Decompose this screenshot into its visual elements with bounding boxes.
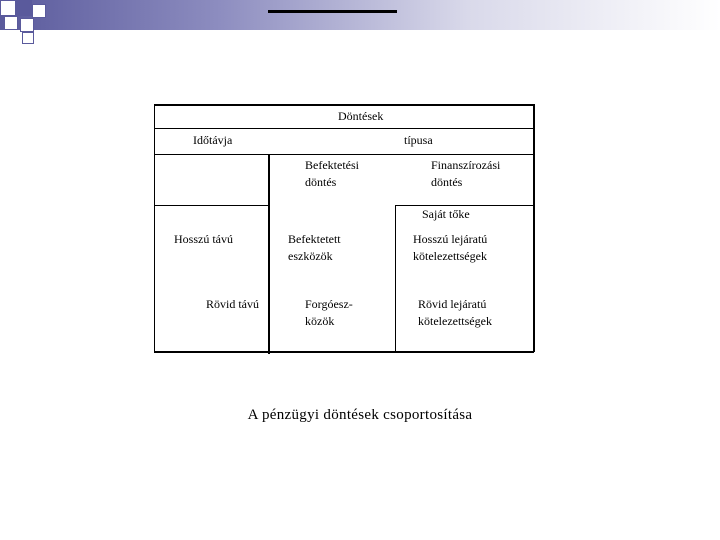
label-fixed-assets: Befektetett eszközök xyxy=(288,232,341,263)
frame-left xyxy=(154,104,155,352)
decorative-square xyxy=(16,0,32,16)
label-short-term: Rövid távú xyxy=(206,297,259,311)
decorative-square xyxy=(32,4,46,18)
frame-right xyxy=(533,104,535,352)
frame-left-col-row-line xyxy=(154,205,270,206)
label-current-assets: Forgóesz- közök xyxy=(305,297,353,328)
diagram-title: Döntések xyxy=(338,109,384,123)
label-financing-decision: Finanszírozási döntés xyxy=(431,158,501,189)
frame-left-col-divider xyxy=(268,154,270,354)
label-long-term-liabilities: Hosszú lejáratú kötelezettségek xyxy=(413,232,488,263)
label-investment-decision: Befektetési döntés xyxy=(305,158,359,189)
decorative-square xyxy=(22,32,34,44)
frame-bottom xyxy=(154,351,534,353)
slide-caption: A pénzügyi döntések csoportosítása xyxy=(247,407,473,423)
frame-right-col-divider xyxy=(395,205,396,353)
decorative-square xyxy=(20,18,34,32)
frame-header-divider xyxy=(154,154,534,155)
label-long-term: Hosszú távú xyxy=(174,232,233,246)
title-underline xyxy=(268,10,397,13)
decorative-square xyxy=(0,0,16,16)
decorative-gradient-bar xyxy=(0,0,720,30)
label-short-term-liabilities: Rövid lejáratú kötelezettségek xyxy=(418,297,492,328)
header-type: típusa xyxy=(404,133,433,147)
label-equity: Saját tőke xyxy=(422,207,470,221)
decorative-square xyxy=(4,16,18,30)
frame-below-title xyxy=(154,128,534,129)
frame-top xyxy=(154,104,534,106)
header-time: Időtávja xyxy=(193,133,233,147)
